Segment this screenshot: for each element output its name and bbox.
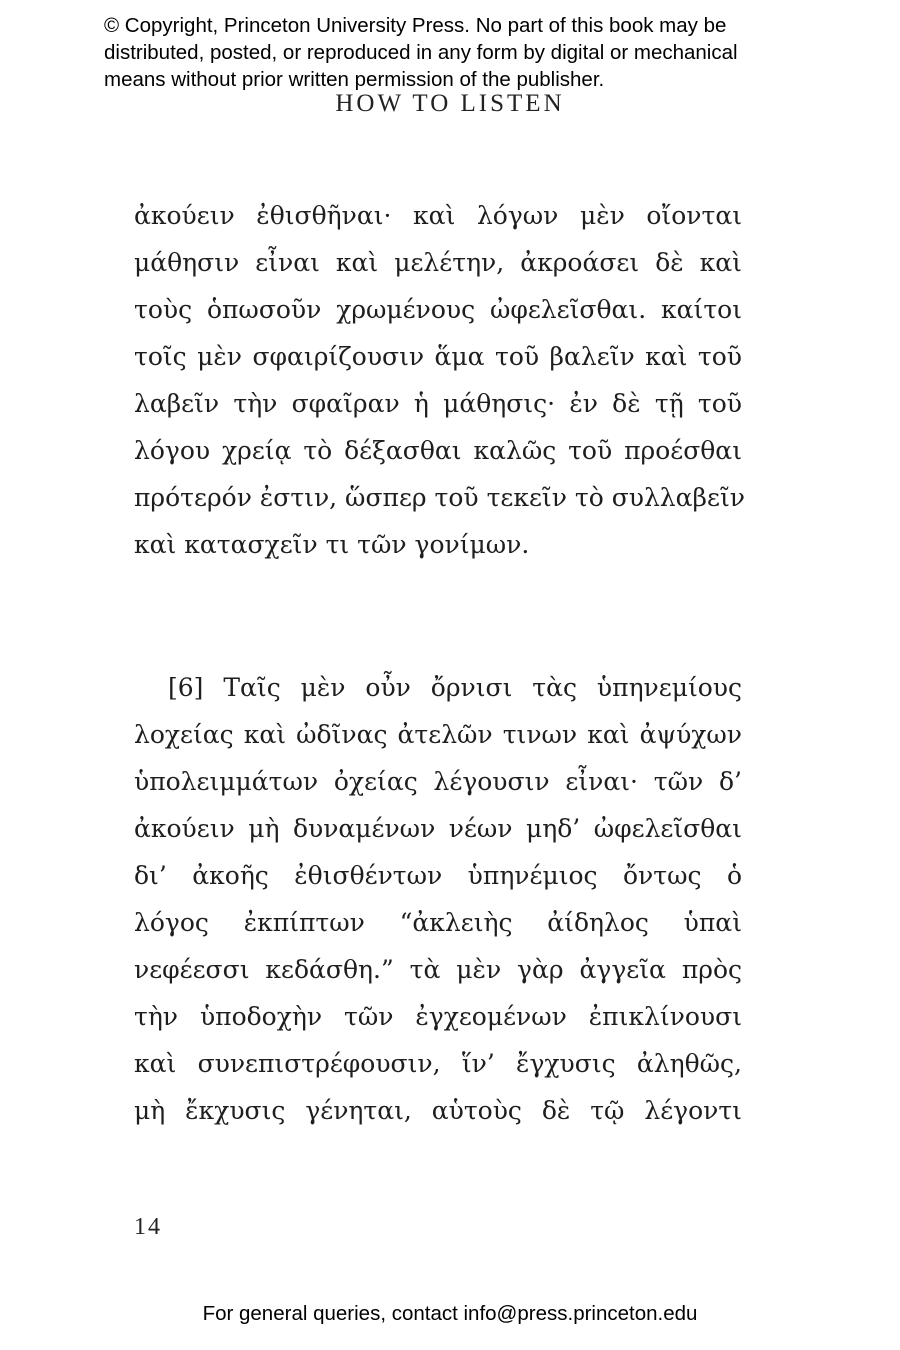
text-line: λοχείας καὶ ὠδῖνας ἀτελῶν τινων καὶ ἀψύχων bbox=[134, 720, 742, 749]
text-line: λόγου χρείᾳ τὸ δέξασθαι καλῶς τοῦ προέσθαι bbox=[134, 436, 742, 465]
text-line: [6] Ταῖς μὲν οὖν ὄρνισι τὰς ὑπηνεμίους bbox=[168, 673, 742, 702]
running-head: HOW TO LISTEN bbox=[335, 90, 565, 117]
text-line: καὶ συνεπιστρέφουσιν, ἵν’ ἔγχυσις ἀληθῶς, bbox=[134, 1049, 742, 1078]
footer-contact: For general queries, contact info@press.princeton.edu bbox=[202, 1302, 698, 1325]
text-line: ἀκούειν ἐθισθῆναι· καὶ λόγων μὲν οἴονται bbox=[134, 201, 742, 230]
page-number: 14 bbox=[134, 1214, 162, 1240]
text-line: νεφέεσσι κεδάσθη.” τὰ μὲν γὰρ ἀγγεῖα πρὸς bbox=[134, 955, 742, 984]
text-line: λαβεῖν τὴν σφαῖραν ἡ μάθησις· ἐν δὲ τῇ τοῦ bbox=[134, 389, 742, 418]
text-line: μὴ ἔκχυσις γένηται, αὑτοὺς δὲ τῷ λέγοντι bbox=[134, 1096, 742, 1125]
text-line: ὑπολειμμάτων ὀχείας λέγουσιν εἶναι· τῶν δ’ bbox=[134, 767, 742, 796]
copyright-line: © Copyright, Princeton University Press. No part of this book may be bbox=[104, 14, 727, 37]
text-line: τοὺς ὁπωσοῦν χρωμένους ὠφελεῖσθαι. καίτοι bbox=[134, 295, 742, 324]
text-line: μάθησιν εἶναι καὶ μελέτην, ἀκροάσει δὲ καὶ bbox=[134, 248, 742, 277]
text-line: τοῖς μὲν σφαιρίζουσιν ἅμα τοῦ βαλεῖν καὶ τοῦ bbox=[134, 342, 742, 371]
text-line: λόγος ἐκπίπτων “ἀκλειὴς ἀίδηλος ὑπαὶ bbox=[134, 908, 742, 937]
copyright-notice bbox=[104, 12, 824, 93]
text-line: δι’ ἀκοῆς ἐθισθέντων ὑπηνέμιος ὄντως ὁ bbox=[134, 861, 742, 890]
text-line: πρότερόν ἐστιν, ὥσπερ τοῦ τεκεῖν τὸ συλλαβεῖν bbox=[134, 483, 745, 512]
text-line: ἀκούειν μὴ δυναμένων νέων μηδ’ ὠφελεῖσθαι bbox=[134, 814, 742, 843]
text-line: τὴν ὑποδοχὴν τῶν ἐγχεομένων ἐπικλίνουσι bbox=[134, 1002, 742, 1031]
greek-passage-2 bbox=[134, 664, 742, 1134]
text-line: καὶ κατασχεῖν τι τῶν γονίμων. bbox=[134, 530, 530, 559]
copyright-line: means without prior written permission of the publisher. bbox=[104, 68, 605, 91]
greek-passage-1 bbox=[134, 192, 745, 568]
copyright-line: distributed, posted, or reproduced in any form by digital or mechanical bbox=[104, 41, 738, 64]
